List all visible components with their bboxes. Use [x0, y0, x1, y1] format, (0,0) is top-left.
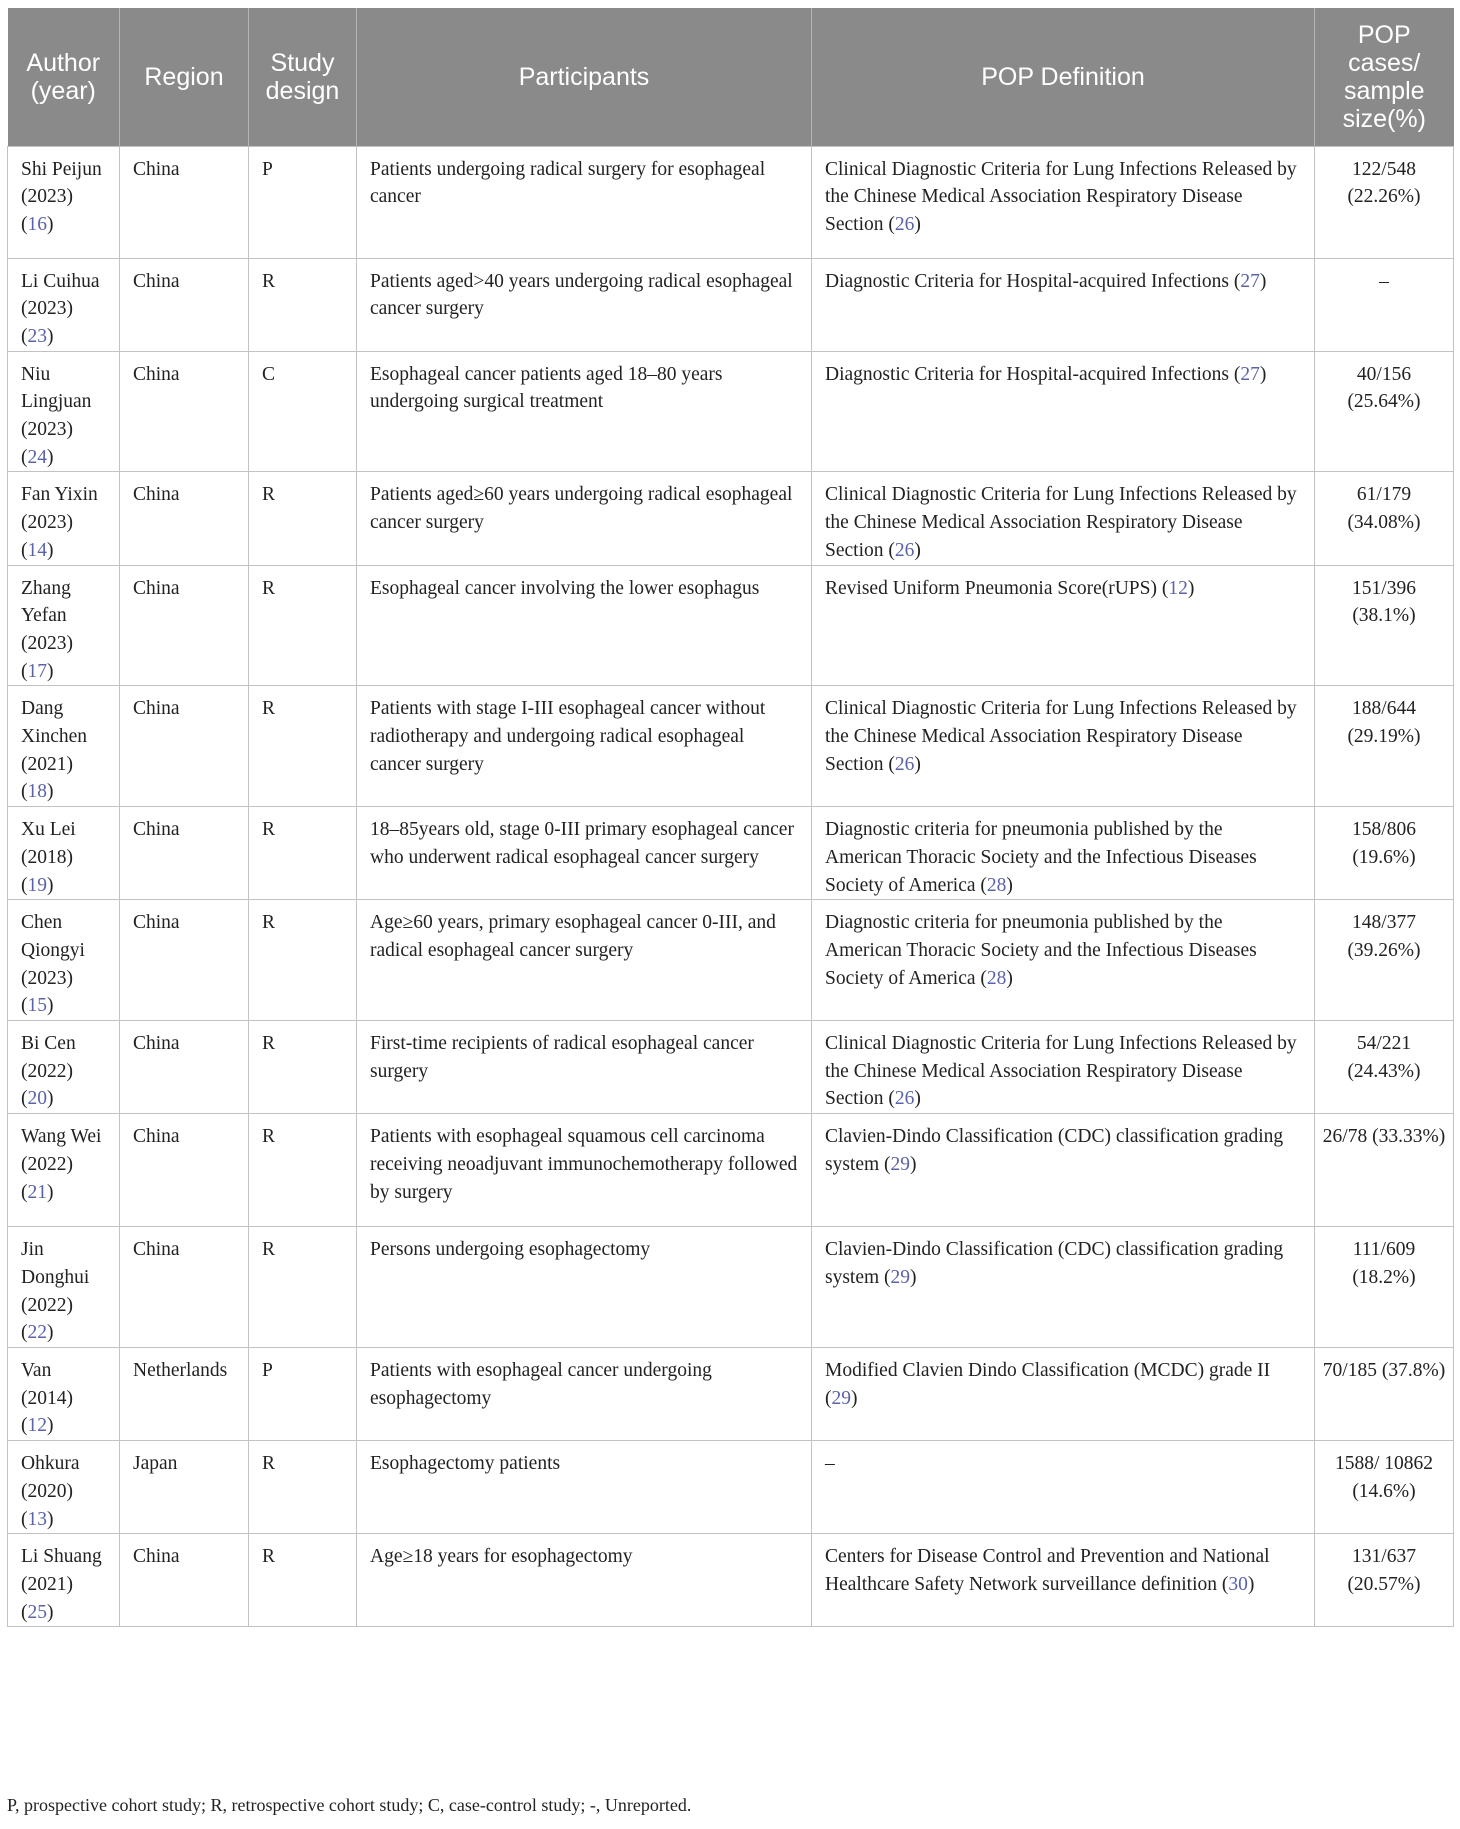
participants-cell — [357, 807, 812, 900]
region-value: China — [133, 484, 180, 506]
definition-reference-link[interactable]: 12 — [1168, 577, 1188, 599]
pop-cases-value: 26/78 (33.33%) — [1322, 1126, 1446, 1148]
region-value: Netherlands — [133, 1360, 228, 1381]
definition-reference-link[interactable]: 27 — [1240, 270, 1260, 292]
author-name: Jin Donghui (2022) — [21, 1239, 90, 1316]
pop-definition-value: Diagnostic Criteria for Hospital-acquired Infections — [825, 270, 1229, 292]
study-design-value: R — [262, 577, 276, 599]
pop-definition-cell: Diagnostic Criteria for Hospital-acquired Infections (27) — [812, 258, 1315, 351]
table-row — [8, 807, 1454, 900]
participants-value: Persons undergoing esophagectomy — [370, 1239, 651, 1261]
pop-definition-value: Clinical Diagnostic Criteria for Lung Infections Released by the Chinese Medical Association Respiratory Disease Section — [825, 698, 1297, 775]
table-row — [8, 1441, 1454, 1534]
table-row — [8, 565, 1454, 686]
study-table-container — [7, 8, 1453, 1627]
pop-definition-cell: Diagnostic criteria for pneumonia published by the American Thoracic Society and the Infectious Diseases Society of America (28) — [812, 807, 1315, 900]
pop-definition-cell: Clavien-Dindo Classification (CDC) classification grading system (29) — [812, 1227, 1315, 1348]
region-value: China — [133, 1239, 180, 1261]
author-cell: Li Cuihua (2023) (23) — [8, 258, 120, 351]
pop-definition-value: Clinical Diagnostic Criteria for Lung Infections Released by the Chinese Medical Association Respiratory Disease Section — [825, 484, 1297, 561]
pop-definition-cell: Clinical Diagnostic Criteria for Lung Infections Released by the Chinese Medical Association Respiratory Disease Section (26) — [812, 146, 1315, 258]
study-design-value: R — [262, 1239, 276, 1261]
author-reference-link[interactable]: 20 — [27, 1088, 47, 1110]
participants-cell — [357, 686, 812, 807]
author-cell: Wang Wei (2022) (21) — [8, 1114, 120, 1227]
pop-cases-value: 158/806 (19.6%) — [1352, 819, 1416, 868]
author-reference-link[interactable]: 12 — [27, 1415, 47, 1437]
participants-cell — [357, 565, 812, 686]
author-reference-link[interactable]: 21 — [27, 1181, 47, 1203]
pop-definition-value: Modified Clavien Dindo Classification (MCDC) grade II — [825, 1360, 1271, 1381]
pop-definition-value: Clavien-Dindo Classification (CDC) classification grading system — [825, 1126, 1284, 1175]
table-header-row — [8, 8, 1454, 146]
author-reference-link[interactable]: 25 — [27, 1601, 47, 1623]
table-row — [8, 1021, 1454, 1114]
header-study-design: Study design — [249, 8, 357, 146]
pop-definition-value: Diagnostic criteria for pneumonia published by the American Thoracic Society and the Infectious Diseases Society of America — [825, 819, 1257, 896]
pop-cases-value: 61/179 (34.08%) — [1347, 484, 1421, 534]
author-cell: Niu Lingjuan (2023) (24) — [8, 351, 120, 472]
pop-cases-value: 188/644 (29.19%) — [1347, 698, 1421, 748]
region-cell — [120, 1021, 249, 1114]
region-cell — [120, 807, 249, 900]
pop-definition-cell: Centers for Disease Control and Prevention and National Healthcare Safety Network surveillance definition (30) — [812, 1534, 1315, 1627]
definition-reference-link[interactable]: 27 — [1240, 363, 1260, 385]
study-design-cell — [249, 686, 357, 807]
region-cell — [120, 472, 249, 565]
study-design-value: R — [262, 912, 276, 934]
participants-value: 18–85years old, stage 0-III primary esophageal cancer who underwent radical esophageal cancer surgery — [370, 819, 794, 868]
author-name: Shi Peijun (2023) — [21, 158, 102, 208]
author-name: Wang Wei (2022) — [21, 1126, 102, 1175]
participants-cell — [357, 1227, 812, 1348]
pop-cases-cell — [1315, 258, 1454, 351]
participants-cell — [357, 146, 812, 258]
participants-value: Patients with stage I-III esophageal cancer without radiotherapy and undergoing radical esophageal cancer surgery — [370, 698, 766, 775]
author-cell: Shi Peijun (2023) (16) — [8, 146, 120, 258]
table-row — [8, 258, 1454, 351]
author-reference-link[interactable]: 15 — [27, 995, 47, 1017]
region-value: China — [133, 363, 180, 385]
author-name: Dang Xinchen (2021) — [21, 698, 88, 775]
study-design-cell — [249, 146, 357, 258]
table-row — [8, 1534, 1454, 1627]
definition-reference-link[interactable]: 26 — [894, 1088, 915, 1110]
pop-cases-cell — [1315, 686, 1454, 807]
pop-definition-cell: Diagnostic criteria for pneumonia published by the American Thoracic Society and the Infectious Diseases Society of America (28) — [812, 900, 1315, 1021]
definition-reference-link[interactable]: 29 — [890, 1153, 911, 1175]
pop-definition-value: Diagnostic Criteria for Hospital-acquired Infections — [825, 363, 1229, 385]
pop-cases-value: 151/396 (38.1%) — [1352, 577, 1416, 627]
pop-cases-cell — [1315, 472, 1454, 565]
pop-cases-cell — [1315, 351, 1454, 472]
region-cell — [120, 258, 249, 351]
pop-cases-cell — [1315, 146, 1454, 258]
pop-cases-value: – — [1379, 270, 1389, 292]
study-design-value: R — [262, 819, 276, 841]
header-participants: Participants — [357, 8, 812, 146]
definition-reference-link[interactable]: 29 — [831, 1387, 851, 1409]
author-cell: Fan Yixin (2023) (14) — [8, 472, 120, 565]
pop-cases-cell — [1315, 1534, 1454, 1627]
table-row — [8, 351, 1454, 472]
pop-cases-cell — [1315, 1021, 1454, 1114]
author-cell: Jin Donghui (2022) (22) — [8, 1227, 120, 1348]
study-design-value: R — [262, 1453, 276, 1475]
participants-value: Patients aged≥60 years undergoing radical esophageal cancer surgery — [370, 484, 793, 534]
pop-definition-cell: Clinical Diagnostic Criteria for Lung Infections Released by the Chinese Medical Association Respiratory Disease Section (26) — [812, 472, 1315, 565]
table-row — [8, 686, 1454, 807]
participants-value: Age≥18 years for esophagectomy — [370, 1546, 633, 1568]
participants-value: Patients with esophageal cancer undergoing esophagectomy — [370, 1360, 712, 1409]
author-cell: Chen Qiongyi (2023) (15) — [8, 900, 120, 1021]
pop-cases-value: 111/609 (18.2%) — [1352, 1239, 1416, 1288]
author-name: Li Shuang (2021) — [21, 1546, 102, 1595]
pop-cases-cell — [1315, 1441, 1454, 1534]
definition-reference-link[interactable]: 29 — [890, 1266, 911, 1288]
region-value: China — [133, 698, 180, 720]
region-value: China — [133, 1126, 180, 1148]
pop-definition-cell — [812, 1441, 1315, 1534]
author-cell: Xu Lei (2018) (19) — [8, 807, 120, 900]
table-row — [8, 1227, 1454, 1348]
region-value: China — [133, 819, 180, 841]
study-design-cell — [249, 1021, 357, 1114]
participants-cell — [357, 900, 812, 1021]
pop-cases-value: 148/377 (39.26%) — [1347, 912, 1421, 961]
pop-cases-value: 70/185 (37.8%) — [1322, 1360, 1446, 1381]
participants-value: Patients with esophageal squamous cell carcinoma receiving neoadjuvant immunochemotherapy followed by surgery — [370, 1126, 798, 1203]
pop-cases-cell — [1315, 1348, 1454, 1441]
author-reference-link[interactable]: 24 — [27, 446, 47, 468]
author-reference-link[interactable]: 19 — [27, 874, 47, 896]
author-name: Xu Lei (2018) — [21, 819, 76, 868]
participants-cell — [357, 1348, 812, 1441]
study-design-value: R — [262, 270, 276, 292]
study-design-cell — [249, 1348, 357, 1441]
region-value: China — [133, 1033, 180, 1055]
pop-cases-cell — [1315, 1114, 1454, 1227]
region-cell — [120, 1534, 249, 1627]
study-design-value: P — [262, 158, 273, 180]
author-name: Bi Cen (2022) — [21, 1033, 76, 1082]
region-value: Japan — [133, 1453, 178, 1475]
pop-cases-cell — [1315, 565, 1454, 686]
pop-definition-value: Clinical Diagnostic Criteria for Lung Infections Released by the Chinese Medical Association Respiratory Disease Section — [825, 158, 1297, 235]
author-reference-link[interactable]: 22 — [27, 1322, 47, 1344]
study-design-value: R — [262, 698, 276, 720]
study-design-value: R — [262, 1546, 276, 1568]
pop-definition-cell: Clinical Diagnostic Criteria for Lung Infections Released by the Chinese Medical Association Respiratory Disease Section (26) — [812, 686, 1315, 807]
pop-cases-value: 40/156 (25.64%) — [1347, 363, 1421, 413]
region-cell — [120, 686, 249, 807]
study-design-value: R — [262, 1033, 276, 1055]
region-cell — [120, 146, 249, 258]
author-reference-link[interactable]: 23 — [27, 325, 47, 347]
study-design-cell — [249, 472, 357, 565]
study-design-value: R — [262, 484, 276, 506]
pop-cases-value: 131/637 (20.57%) — [1347, 1546, 1421, 1595]
study-design-value: R — [262, 1126, 276, 1148]
header-region: Region — [120, 8, 249, 146]
pop-cases-cell — [1315, 900, 1454, 1021]
pop-cases-value: 54/221 (24.43%) — [1347, 1033, 1421, 1082]
author-reference-link[interactable]: 17 — [27, 660, 47, 682]
study-design-value: P — [262, 1360, 273, 1381]
study-design-cell — [249, 1441, 357, 1534]
pop-definition-cell: Modified Clavien Dindo Classification (MCDC) grade II (29) — [812, 1348, 1315, 1441]
table-row — [8, 1114, 1454, 1227]
author-name: Van (2014) — [21, 1360, 73, 1409]
table-footnote: P, prospective cohort study; R, retrospective cohort study; C, case-control study; -, Unreported. — [7, 1795, 692, 1815]
pop-cases-cell — [1315, 807, 1454, 900]
study-characteristics-table — [7, 8, 1454, 1627]
region-value: China — [133, 912, 180, 934]
region-cell — [120, 1227, 249, 1348]
definition-reference-link[interactable]: 28 — [986, 967, 1007, 989]
region-value: China — [133, 158, 180, 180]
author-name: Chen Qiongyi (2023) — [21, 912, 85, 989]
participants-cell — [357, 472, 812, 565]
author-cell: Bi Cen (2022) (20) — [8, 1021, 120, 1114]
table-row — [8, 472, 1454, 565]
participants-value: Esophageal cancer involving the lower esophagus — [370, 577, 760, 599]
study-design-cell — [249, 1227, 357, 1348]
author-name: Ohkura (2020) — [21, 1453, 80, 1502]
author-reference-link[interactable]: 16 — [27, 213, 47, 235]
table-row — [8, 900, 1454, 1021]
participants-cell — [357, 1441, 812, 1534]
author-name: Niu Lingjuan (2023) — [21, 363, 92, 441]
author-cell: Li Shuang (2021) (25) — [8, 1534, 120, 1627]
pop-cases-value: 122/548 (22.26%) — [1347, 158, 1421, 208]
table-body — [8, 146, 1454, 1627]
pop-definition-value: Centers for Disease Control and Prevention and National Healthcare Safety Network surveillance definition — [825, 1546, 1270, 1595]
region-value: China — [133, 1546, 180, 1568]
header-pop-definition: POP Definition — [812, 8, 1315, 146]
pop-definition-value: Clinical Diagnostic Criteria for Lung Infections Released by the Chinese Medical Association Respiratory Disease Section — [825, 1033, 1297, 1110]
table-row — [8, 1348, 1454, 1441]
author-reference-link[interactable]: 13 — [27, 1508, 47, 1530]
header-pop-cases: POP cases/ sample size(%) — [1315, 8, 1454, 146]
pop-definition-cell: Revised Uniform Pneumonia Score(rUPS) (12) — [812, 565, 1315, 686]
pop-cases-value: 1588/ 10862 (14.6%) — [1334, 1453, 1434, 1502]
participants-value: Age≥60 years, primary esophageal cancer 0-III, and radical esophageal cancer surgery — [370, 912, 776, 961]
author-cell: Ohkura (2020) (13) — [8, 1441, 120, 1534]
participants-value: Patients aged>40 years undergoing radical esophageal cancer surgery — [370, 270, 793, 320]
table-row — [8, 146, 1454, 258]
study-design-cell — [249, 1114, 357, 1227]
pop-cases-cell — [1315, 1227, 1454, 1348]
participants-cell — [357, 258, 812, 351]
participants-cell — [357, 1114, 812, 1227]
participants-value: Esophagectomy patients — [370, 1453, 561, 1475]
author-name: Fan Yixin (2023) — [21, 484, 98, 534]
region-cell — [120, 565, 249, 686]
header-author: Author (year) — [8, 8, 120, 146]
region-cell — [120, 900, 249, 1021]
definition-reference-link[interactable]: 26 — [894, 539, 915, 561]
author-name: Li Cuihua (2023) — [21, 270, 100, 320]
pop-definition-value: Diagnostic criteria for pneumonia published by the American Thoracic Society and the Infectious Diseases Society of America — [825, 912, 1257, 989]
definition-reference-link[interactable]: 26 — [894, 753, 915, 775]
region-cell — [120, 1114, 249, 1227]
region-value: China — [133, 270, 180, 292]
pop-definition-value: Revised Uniform Pneumonia Score(rUPS) — [825, 577, 1157, 599]
participants-cell — [357, 1021, 812, 1114]
author-reference-link[interactable]: 14 — [27, 539, 47, 561]
author-reference-link[interactable]: 18 — [27, 781, 47, 803]
study-design-cell — [249, 351, 357, 472]
region-value: China — [133, 577, 180, 599]
pop-definition-value: Clavien-Dindo Classification (CDC) classification grading system — [825, 1239, 1284, 1288]
author-cell: Dang Xinchen (2021) (18) — [8, 686, 120, 807]
definition-reference-link[interactable]: 28 — [986, 874, 1007, 896]
study-design-value: C — [262, 363, 276, 385]
participants-value: Patients undergoing radical surgery for esophageal cancer — [370, 158, 766, 208]
participants-value: First-time recipients of radical esophageal cancer surgery — [370, 1033, 754, 1082]
author-cell: Zhang Yefan (2023) (17) — [8, 565, 120, 686]
study-design-cell — [249, 565, 357, 686]
region-cell — [120, 351, 249, 472]
region-cell — [120, 1441, 249, 1534]
pop-definition-cell: Diagnostic Criteria for Hospital-acquired Infections (27) — [812, 351, 1315, 472]
study-design-cell — [249, 807, 357, 900]
study-design-cell — [249, 900, 357, 1021]
definition-reference-link[interactable]: 30 — [1228, 1573, 1248, 1595]
author-cell: Van (2014) (12) — [8, 1348, 120, 1441]
participants-value: Esophageal cancer patients aged 18–80 years undergoing surgical treatment — [370, 363, 723, 413]
region-cell — [120, 1348, 249, 1441]
pop-definition-value: – — [825, 1453, 835, 1475]
definition-reference-link[interactable]: 26 — [894, 213, 915, 235]
study-design-cell — [249, 1534, 357, 1627]
author-name: Zhang Yefan (2023) — [21, 577, 73, 654]
participants-cell — [357, 351, 812, 472]
pop-definition-cell: Clavien-Dindo Classification (CDC) classification grading system (29) — [812, 1114, 1315, 1227]
pop-definition-cell: Clinical Diagnostic Criteria for Lung Infections Released by the Chinese Medical Association Respiratory Disease Section (26) — [812, 1021, 1315, 1114]
study-design-cell — [249, 258, 357, 351]
participants-cell — [357, 1534, 812, 1627]
